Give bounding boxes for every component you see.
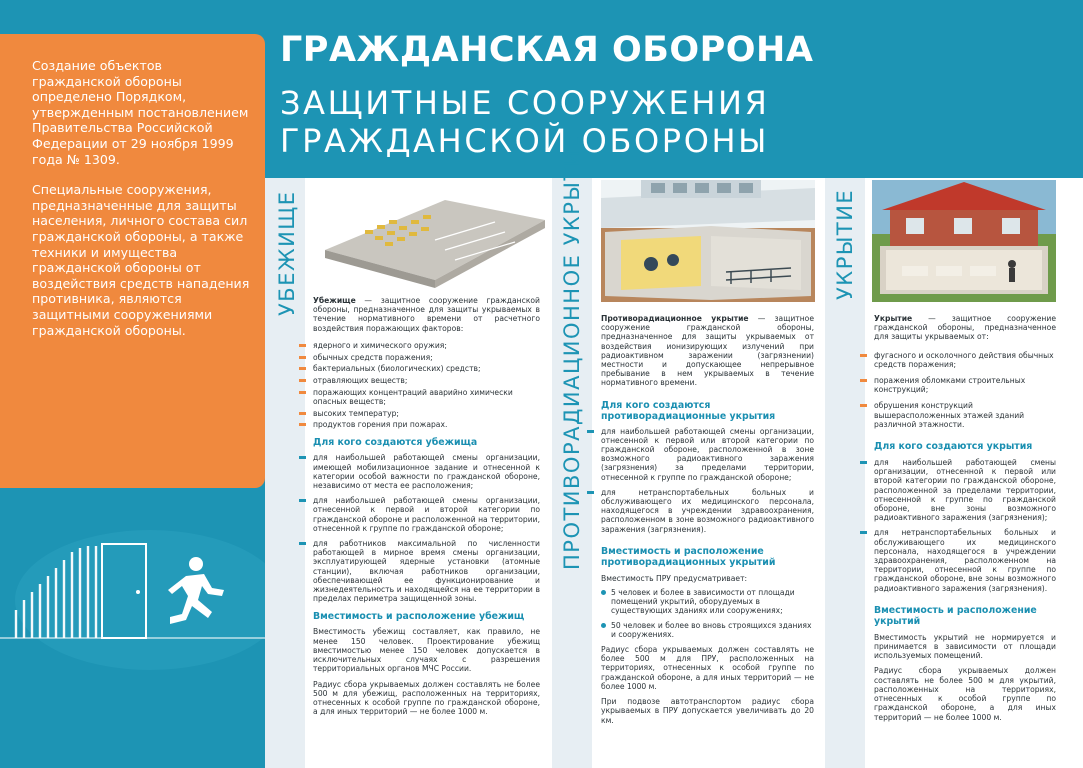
list-item: для наибольшей работающей смены организации, имеющей мобилизационное задание и отнесенной к категории особой важности по гражданской обороне, независимо от места ее расположения; — [313, 453, 540, 491]
list-item: поражающих концентраций аварийно химически опасных веществ; — [313, 388, 540, 406]
cover-capacity-heading: Вместимость и расположение укрытий — [874, 604, 1037, 627]
intro-card — [0, 34, 265, 488]
emergency-exit-illustration — [0, 520, 265, 768]
list-item: для наибольшей работающей смены организации, отнесенной к первой и второй категории по гражданской обороне и расположенной на территории, отнесенной к группе по гражданской обороне; — [313, 496, 540, 533]
list-item: бактериальных (биологических) средств; — [313, 364, 540, 373]
list-item: высоких температур; — [313, 409, 540, 418]
shelter-capacity-text-1: Вместимость убежищ составляет, как правило, не менее 150 человек. Проектирование убежищ вместимостью менее 150 человек допускается в исключительных случаях с разрешения территориальных органов МЧС России. — [313, 627, 540, 674]
cover-who-heading: Для кого создаются укрытия — [874, 441, 1033, 453]
cover-illustration — [872, 180, 1056, 302]
list-item: 50 человек и более во вновь строящихся зданиях и сооружениях. — [601, 621, 814, 639]
list-item: отравляющих веществ; — [313, 376, 540, 385]
radiation-shelter-capacity-heading: Вместимость и расположение противорадиационных укрытий — [601, 545, 776, 568]
radiation-shelter-capacity-text-1: Радиус сбора укрываемых должен составлять не более 500 м для ПРУ, расположенных на территориях, отнесенных к особой группе по гражданской обороне, а для иных территорий — не более 1000 м. — [601, 645, 814, 691]
radiation-shelter-illustration — [601, 180, 815, 302]
shelter-who-heading: Для кого создаются убежища — [313, 437, 478, 449]
list-item: обрушения конструкций вышерасположенных этажей зданий различной этажности. — [874, 401, 1056, 429]
cover-capacity-text-2: Радиус сбора укрываемых должен составлять не более 500 м для укрытий, расположенных на территориях, отнесенных к особой группе по гражданской обороне, а для иных территорий — не более 1000 м. — [874, 666, 1056, 722]
cover-column — [874, 314, 1056, 722]
list-item: продуктов горения при пожарах. — [313, 420, 540, 429]
page-title: ГРАЖДАНСКАЯ ОБОРОНА — [280, 30, 814, 70]
cover-definition: Укрытие — защитное сооружение гражданской обороны, предназначенное для защиты укрываемых от: — [874, 314, 1056, 342]
stripe-shelter — [265, 178, 305, 768]
intro-paragraph-1: Создание объектов гражданской обороны определено Порядком, утвержденным постановлением Правительства Российской Федерации от 29 ноября 1999 года № 1309. — [32, 58, 249, 167]
radiation-shelter-definition: Противорадиационное укрытие — защитное сооружение гражданской обороны, предназначенное для защиты укрываемых от воздействия ионизирующих излучений при радиоактивном заражении (загрязнении) местности и допускающее непрерывное пребывание в нем укрываемых в течение нормативного времени. — [601, 314, 814, 388]
stripe-cover — [825, 178, 865, 768]
radiation-shelter-capacity-list — [601, 588, 814, 639]
list-item: 5 человек и более в зависимости от площади помещений укрытий, оборудуемых в существующих зданиях или сооружениях; — [601, 588, 814, 616]
section-title-radiation-shelter: ПРОТИВОРАДИАЦИОННОЕ УКРЫТИЕ — [560, 134, 584, 570]
shelter-illustration — [325, 180, 545, 288]
cover-who-list — [874, 458, 1056, 593]
radiation-shelter-capacity-intro: Вместимость ПРУ предусматривает: — [601, 573, 748, 583]
intro-paragraph-2: Специальные сооружения, предназначенные для защиты населения, личного состава сил гражданской обороны, а также техники и имущества гражданской обороны от воздействия средств нападения противника, являются защитными сооружениями гражданской обороны. — [32, 182, 250, 338]
cover-factors-list — [874, 351, 1056, 429]
list-item: фугасного и осколочного действия обычных средств поражения; — [874, 351, 1056, 369]
list-item: для наибольшей работающей смены организации, отнесенной к первой или второй категории по гражданской обороне, расположенной за пределами территории, отнесенной к группе по гражданской обороне, вне зоны возможного радиоактивного заражения (загрязнения); — [874, 458, 1056, 523]
list-item: обычных средств поражения; — [313, 353, 540, 362]
page-subtitle: ЗАЩИТНЫЕ СООРУЖЕНИЯ ГРАЖДАНСКОЙ ОБОРОНЫ — [280, 84, 770, 160]
radiation-shelter-column — [601, 314, 814, 725]
section-title-shelter: УБЕЖИЩЕ — [275, 190, 299, 316]
list-item: для нетранспортабельных больных и обслуживающего их медицинского персонала, находящегося в учреждении здравоохранения, расположенном на территории, отнесенной к группе по гражданской обороне, вне зоны возможного радиоактивного заражения (загрязнения). — [874, 528, 1056, 593]
radiation-shelter-capacity-text-2: При подвозе автотранспортом радиус сбора укрываемых в ПРУ допускается увеличивать до 20 км. — [601, 697, 814, 725]
list-item: для работников максимальной по численности работающей в мирное время смены организации, эксплуатирующей ядерные установки (атомные станции), включая работников организации, обеспечивающей ее функционирование и жизнедеятельность и находящейся на ее территории в пределах периметра защищенной зоны. — [313, 539, 540, 604]
list-item: поражения обломками строительных конструкций; — [874, 376, 1056, 394]
radiation-shelter-who-list — [601, 427, 814, 534]
shelter-capacity-heading: Вместимость и расположение убежищ — [313, 611, 525, 623]
list-item: для наибольшей работающей смены организации, отнесенной к первой или второй категории по гражданской обороне, расположенной в зоне возможного радиоактивного заражения (загрязнения) за пределами территории, отнесенной к группе по гражданской обороне; — [601, 426, 814, 482]
shelter-capacity-text-2: Радиус сбора укрываемых должен составлять не более 500 м для убежищ, расположенных на территориях, отнесенных к особой группе по гражданской обороне, а для иных территорий — не более 1000 м. — [313, 679, 540, 717]
shelter-who-list — [313, 453, 540, 603]
shelter-factors-list — [313, 341, 540, 430]
list-item: ядерного и химического оружия; — [313, 341, 540, 350]
section-title-cover: УКРЫТИЕ — [833, 188, 857, 300]
shelter-definition: Убежище — защитное сооружение гражданской обороны, предназначенное для защиты укрываемых в течение нормативного времени от расчетного воздействия поражающих факторов: — [313, 296, 540, 333]
list-item: для нетранспортабельных больных и обслуживающего их медицинского персонала, находящегося в учреждении здравоохранения, расположенном в зоне возможного радиоактивного заражения (загрязнения). — [601, 487, 814, 534]
shelter-column — [313, 296, 540, 716]
radiation-shelter-who-heading: Для кого создаются противорадиационные укрытия — [601, 399, 776, 422]
stripe-radiation-shelter — [552, 134, 592, 768]
cover-capacity-text-1: Вместимость укрытий не нормируется и принимается в зависимости от площади используемых помещений. — [874, 632, 1056, 661]
